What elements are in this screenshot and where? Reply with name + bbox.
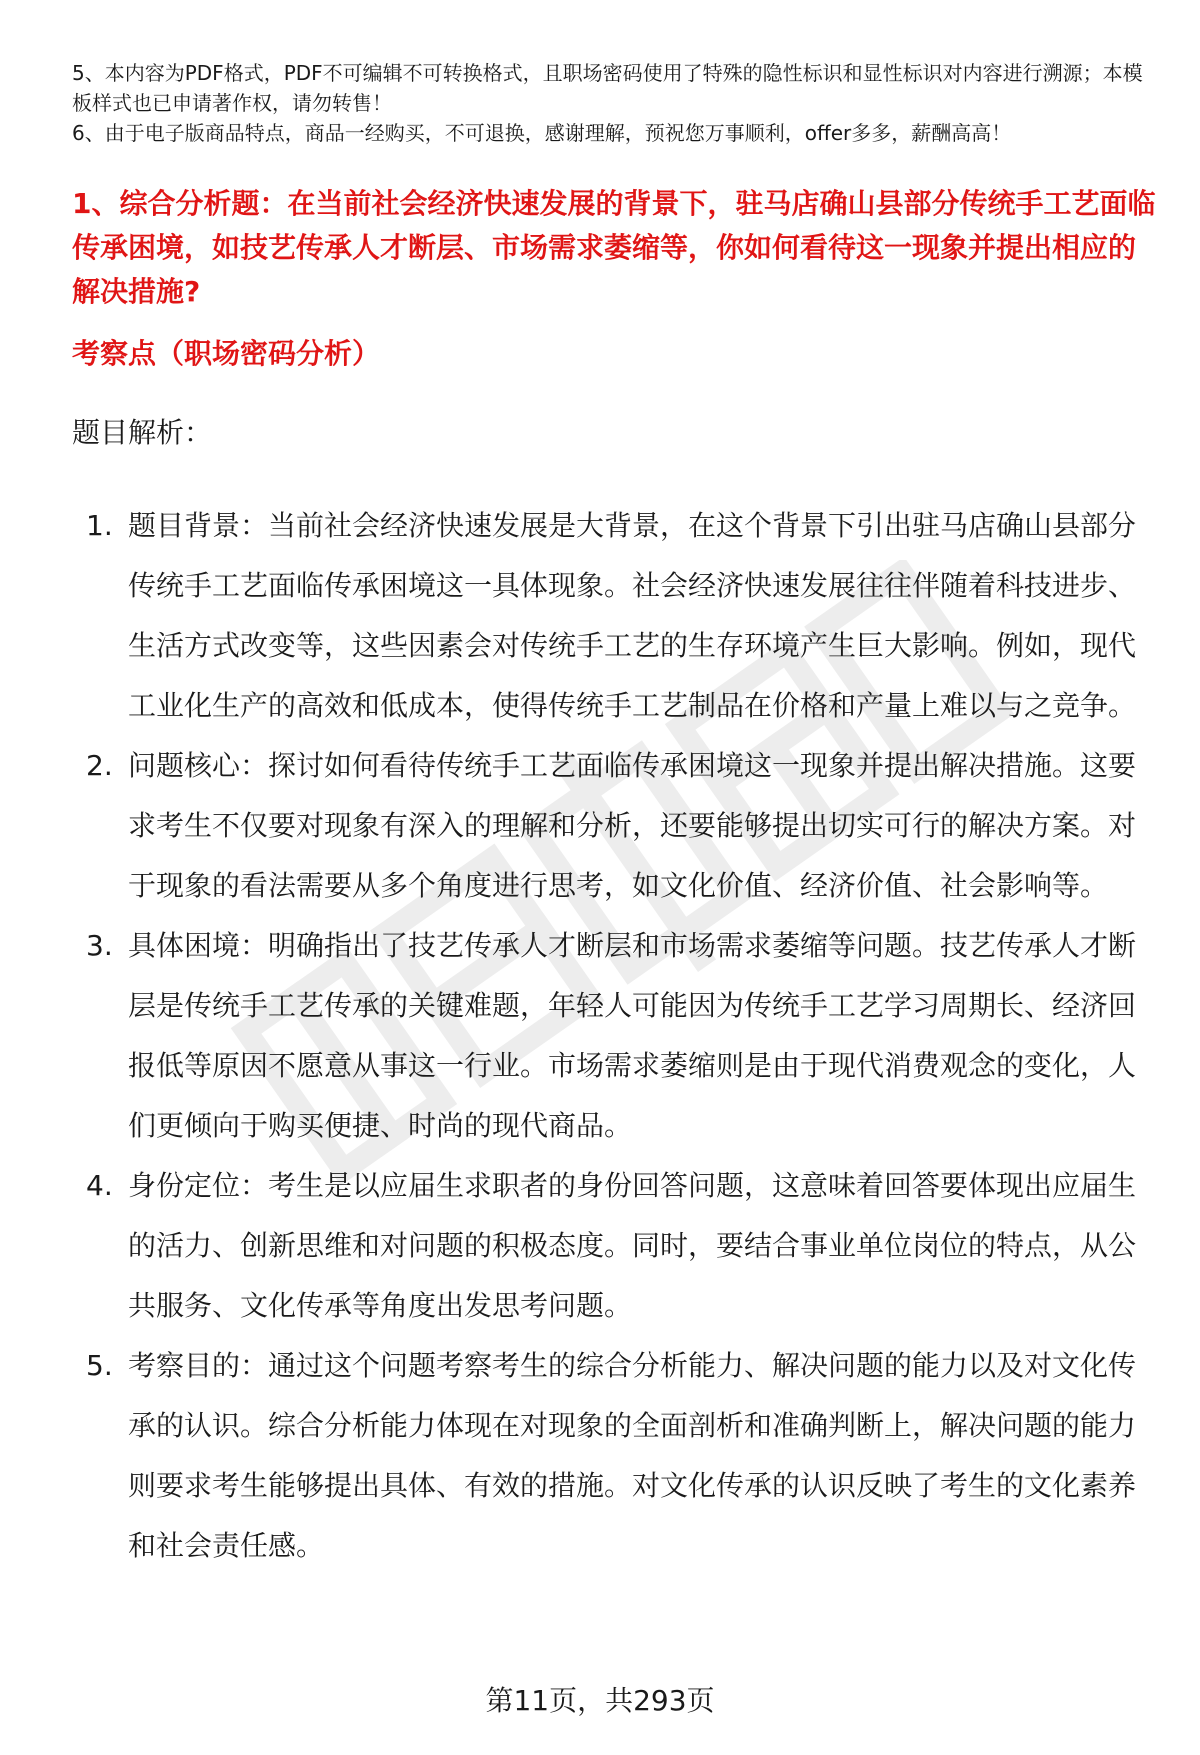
- note-item: 5、本内容为PDF格式，PDF不可编辑不可转换格式，且职场密码使用了特殊的隐性标识和显性标识对内容进行溯源；本模板样式也已申请著作权，请勿转售！: [72, 61, 1143, 115]
- list-item-text: 具体困境：明确指出了技艺传承人才断层和市场需求萎缩等问题。技艺传承人才断层是传统手工艺传承的关键难题，年轻人可能因为传统手工艺学习周期长、经济回报低等原因不愿意从事这一行业。市场需求萎缩则是由于现代消费观念的变化，人们更倾向于购买便捷、时尚的现代商品。: [128, 929, 1137, 1142]
- analysis-points-list: [72, 496, 1157, 1576]
- list-item-number: 5.: [86, 1349, 113, 1382]
- list-item: [72, 736, 1157, 916]
- list-item-number: 4.: [86, 1169, 113, 1202]
- list-item-text: 身份定位：考生是以应届生求职者的身份回答问题，这意味着回答要体现出应届生的活力、创新思维和对问题的积极态度。同时，要结合事业单位岗位的特点，从公共服务、文化传承等角度出发思考问题。: [128, 1169, 1137, 1322]
- note-item: 6、由于电子版商品特点，商品一经购买，不可退换，感谢理解，预祝您万事顺利，offer多多，薪酬高高！: [72, 121, 1012, 145]
- list-item: [72, 496, 1157, 736]
- list-item: [72, 916, 1157, 1156]
- list-item-text: 题目背景：当前社会经济快速发展是大背景，在这个背景下引出驻马店确山县部分传统手工艺面临传承困境这一具体现象。社会经济快速发展往往伴随着科技进步、生活方式改变等，这些因素会对传统手工艺的生存环境产生巨大影响。例如，现代工业化生产的高效和低成本，使得传统手工艺制品在价格和产量上难以与之竞争。: [128, 509, 1137, 722]
- list-item-text: 问题核心：探讨如何看待传统手工艺面临传承困境这一现象并提出解决措施。这要求考生不仅要对现象有深入的理解和分析，还要能够提出切实可行的解决方案。对于现象的看法需要从多个角度进行思考，如文化价值、经济价值、社会影响等。: [128, 749, 1137, 902]
- section-title: 考察点（职场密码分析）: [72, 337, 381, 370]
- list-item-text: 考察目的：通过这个问题考察考生的综合分析能力、解决问题的能力以及对文化传承的认识。综合分析能力体现在对现象的全面剖析和准确判断上，解决问题的能力则要求考生能够提出具体、有效的措施。对文化传承的认识反映了考生的文化素养和社会责任感。: [128, 1349, 1137, 1562]
- question-heading: 1、综合分析题：在当前社会经济快速发展的背景下，驻马店确山县部分传统手工艺面临传承困境，如技艺传承人才断层、市场需求萎缩等，你如何看待这一现象并提出相应的解决措施?: [72, 187, 1156, 308]
- page-footer: 第11页，共293页: [485, 1684, 715, 1717]
- list-item: [72, 1336, 1157, 1576]
- list-item-number: 3.: [86, 929, 113, 962]
- list-item-number: 1.: [86, 509, 113, 542]
- analysis-label: 题目解析：: [72, 416, 213, 449]
- purchase-notes: [72, 58, 1162, 148]
- list-item: [72, 1156, 1157, 1336]
- list-item-number: 2.: [86, 749, 113, 782]
